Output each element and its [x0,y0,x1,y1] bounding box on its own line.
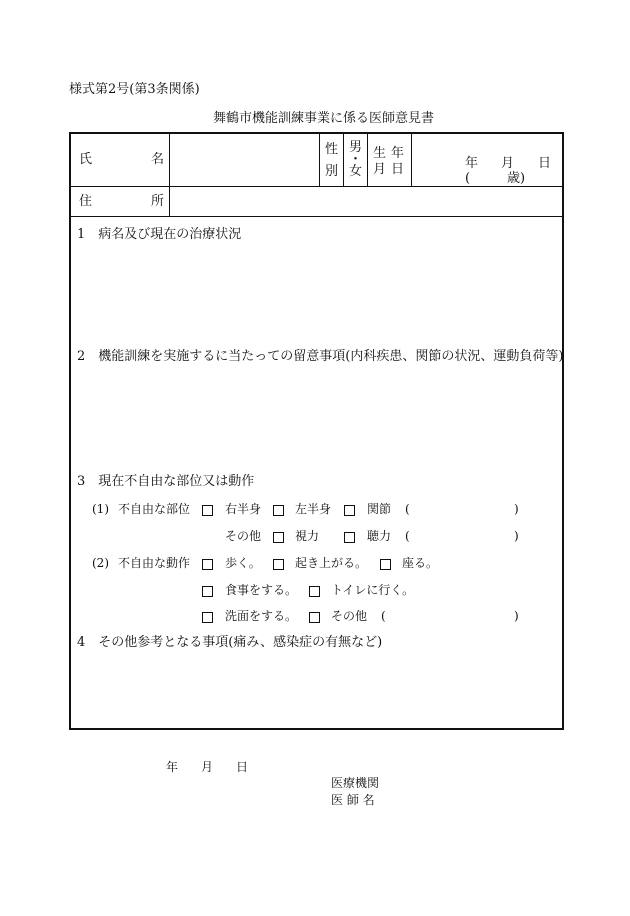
age-open-paren: ( [465,171,471,186]
birth-date-field[interactable] [413,136,561,184]
page-title: 舞鶴市機能訓練事業に係る医師意見書 [213,111,435,126]
other-action-close-paren: ) [514,609,519,623]
form-box [69,132,564,730]
birth-label-3: 月 [373,162,387,177]
sex-dot: ・ [349,152,363,167]
standup-label: 起き上がる。 [295,556,368,570]
divider-sex-value [343,134,344,186]
birth-label-2: 年 [391,146,405,161]
checkbox-right-half[interactable] [202,505,213,516]
section-3-heading: 3 現在不自由な部位又は動作 [77,474,255,489]
section-4-heading: 4 その他参考となる事項(痛み、感染症の有無など) [77,635,383,650]
checkbox-standup[interactable] [273,559,284,570]
other-action-open-paren: ( [381,609,386,623]
footer-institution-label: 医療機関 [331,776,380,790]
toilet-label: トイレに行く。 [331,583,415,597]
walk-label: 歩く。 [225,556,261,570]
item-2-number: (2) [92,556,109,570]
divider-birth-value [411,134,412,186]
checkbox-joint[interactable] [344,505,355,516]
birth-month-unit: 月 [501,156,515,171]
checkbox-walk[interactable] [202,559,213,570]
eat-label: 食事をする。 [225,583,298,597]
age-unit: 歳) [507,171,526,186]
checkbox-sit[interactable] [380,559,391,570]
birth-label-4: 日 [391,162,405,177]
joint-close-paren: ) [514,502,519,516]
checkbox-left-half[interactable] [273,505,284,516]
item-1-number: (1) [92,502,109,516]
item-1-label: 不自由な部位 [118,502,191,516]
divider-sex-label [319,134,320,186]
joint-open-paren: ( [405,502,410,516]
divider-row2 [71,216,562,217]
section-2-field[interactable] [71,368,562,468]
footer-doctor-label: 医 師 名 [331,793,375,807]
address-label-1: 住 [79,194,93,209]
divider-row1 [71,186,562,187]
checkbox-hearing[interactable] [344,532,355,543]
checkbox-other-action[interactable] [309,612,320,623]
footer-month: 月 [201,760,214,774]
left-half-label: 左半身 [295,502,332,516]
sit-label: 座る。 [402,556,439,570]
sex-label-2: 別 [325,164,339,179]
other-part-label: その他 [225,529,262,543]
name-label-1: 氏 [79,152,93,167]
hearing-label: 聴力 [367,529,392,543]
section-1-heading: 1 病名及び現在の治療状況 [77,227,242,242]
checkbox-eat[interactable] [202,586,213,597]
divider-label-col [169,134,170,216]
checkbox-wash[interactable] [202,612,213,623]
address-label-2: 所 [151,194,165,209]
birth-label-1: 生 [373,146,387,161]
address-field[interactable] [171,188,561,215]
checkbox-toilet[interactable] [309,586,320,597]
item-2-label: 不自由な動作 [118,556,191,570]
footer-year: 年 [166,760,179,774]
checkbox-vision[interactable] [273,532,284,543]
divider-birth-label [367,134,368,186]
vision-label: 視力 [295,529,320,543]
section-1-field[interactable] [71,246,562,346]
other-action-label: その他 [331,609,368,623]
wash-label: 洗面をする。 [225,609,298,623]
name-field[interactable] [171,136,317,184]
sex-female-option[interactable]: 女 [349,164,363,179]
joint-label: 関節 [367,502,392,516]
birth-year-unit: 年 [465,156,479,171]
hearing-open-paren: ( [405,529,410,543]
sex-label-1: 性 [325,142,339,157]
section-4-field[interactable] [71,654,562,726]
hearing-close-paren: ) [514,529,519,543]
sex-male-option[interactable]: 男 [349,140,363,155]
form-number: 様式第2号(第3条関係) [69,82,200,97]
birth-day-unit: 日 [538,156,552,171]
name-label-2: 名 [151,152,165,167]
section-2-heading: 2 機能訓練を実施するに当たっての留意事項(内科疾患、関節の状況、運動負荷等) [77,349,564,364]
footer-day: 日 [236,760,249,774]
right-half-label: 右半身 [225,502,262,516]
